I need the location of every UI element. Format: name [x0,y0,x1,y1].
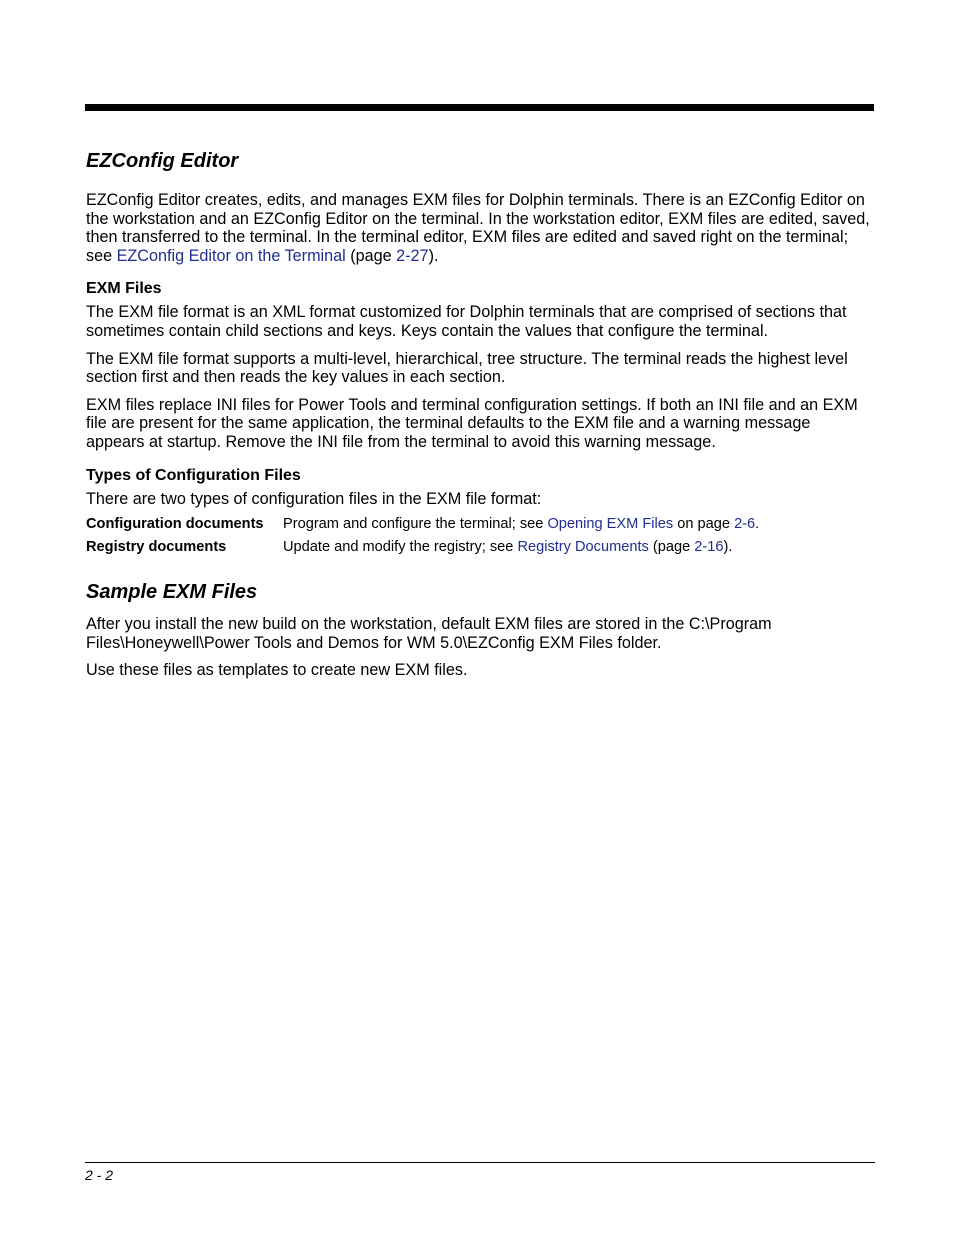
definition-row [86,513,872,536]
exm-paragraph: The EXM file format supports a multi-level, hierarchical, tree structure. The terminal reads the highest level section first and then reads the key values in each section. [86,349,848,387]
link-page-2-27[interactable]: 2-27 [396,246,429,265]
section-title-ezconfig-editor: EZConfig Editor [86,150,239,172]
heading-exm-files: EXM Files [86,280,162,298]
exm-paragraph: The EXM file format is an XML format customized for Dolphin terminals that are comprised of sections that sometimes contain child sections and keys. Keys contain the values that configure the terminal. [86,303,847,340]
heading-types-of-configuration-files: Types of Configuration Files [86,466,301,484]
sample-paragraph: Use these files as templates to create new EXM files. [86,661,468,680]
definition-description: Update and modify the registry; see Registry Documents (page 2-16). [283,539,733,556]
definition-list [86,513,872,559]
exm-paragraph: EXM files replace INI files for Power Tools and terminal configuration settings. If both an INI file and an EXM file are present for the same application, the terminal defaults to the EXM file and a warning message appears at startup. Remove the INI file from the terminal to avoid this warning message. [86,395,858,451]
link-registry-documents[interactable]: Registry Documents [517,539,649,556]
link-opening-exm-files[interactable]: Opening EXM Files [547,516,674,533]
definition-term: Configuration documents [86,516,264,533]
intro-paragraph: EZConfig Editor creates, edits, and manages EXM files for Dolphin terminals. There is an EZConfig Editor on the workstation and an EZConfig Editor on the terminal. In the workstation editor, EXM files are edited, saved, then transferred to the terminal. In the terminal editor, EXM files are edited and saved right on the terminal; see EZConfig Editor on the Terminal (page 2-27). [86,191,870,265]
definition-term: Registry documents [86,539,227,556]
link-page-2-16[interactable]: 2-16 [694,539,724,556]
sample-paragraph: After you install the new build on the workstation, default EXM files are stored in the C:\Program Files\Honeywell\Power Tools and Demos for WM 5.0\EZConfig EXM Files folder. [86,615,772,652]
page-content [86,146,872,689]
footer-rule [85,1162,875,1163]
definition-row [86,536,872,559]
section-title-sample-exm-files: Sample EXM Files [86,581,258,604]
link-ezconfig-editor-on-terminal[interactable]: EZConfig Editor on the Terminal [116,246,346,265]
link-page-2-6[interactable]: 2-6 [734,516,756,533]
header-rule [85,104,874,111]
page-number: 2 - 2 [85,1167,114,1183]
types-intro: There are two types of configuration files in the EXM file format: [86,489,542,508]
definition-description: Program and configure the terminal; see Opening EXM Files on page 2-6. [283,516,760,533]
